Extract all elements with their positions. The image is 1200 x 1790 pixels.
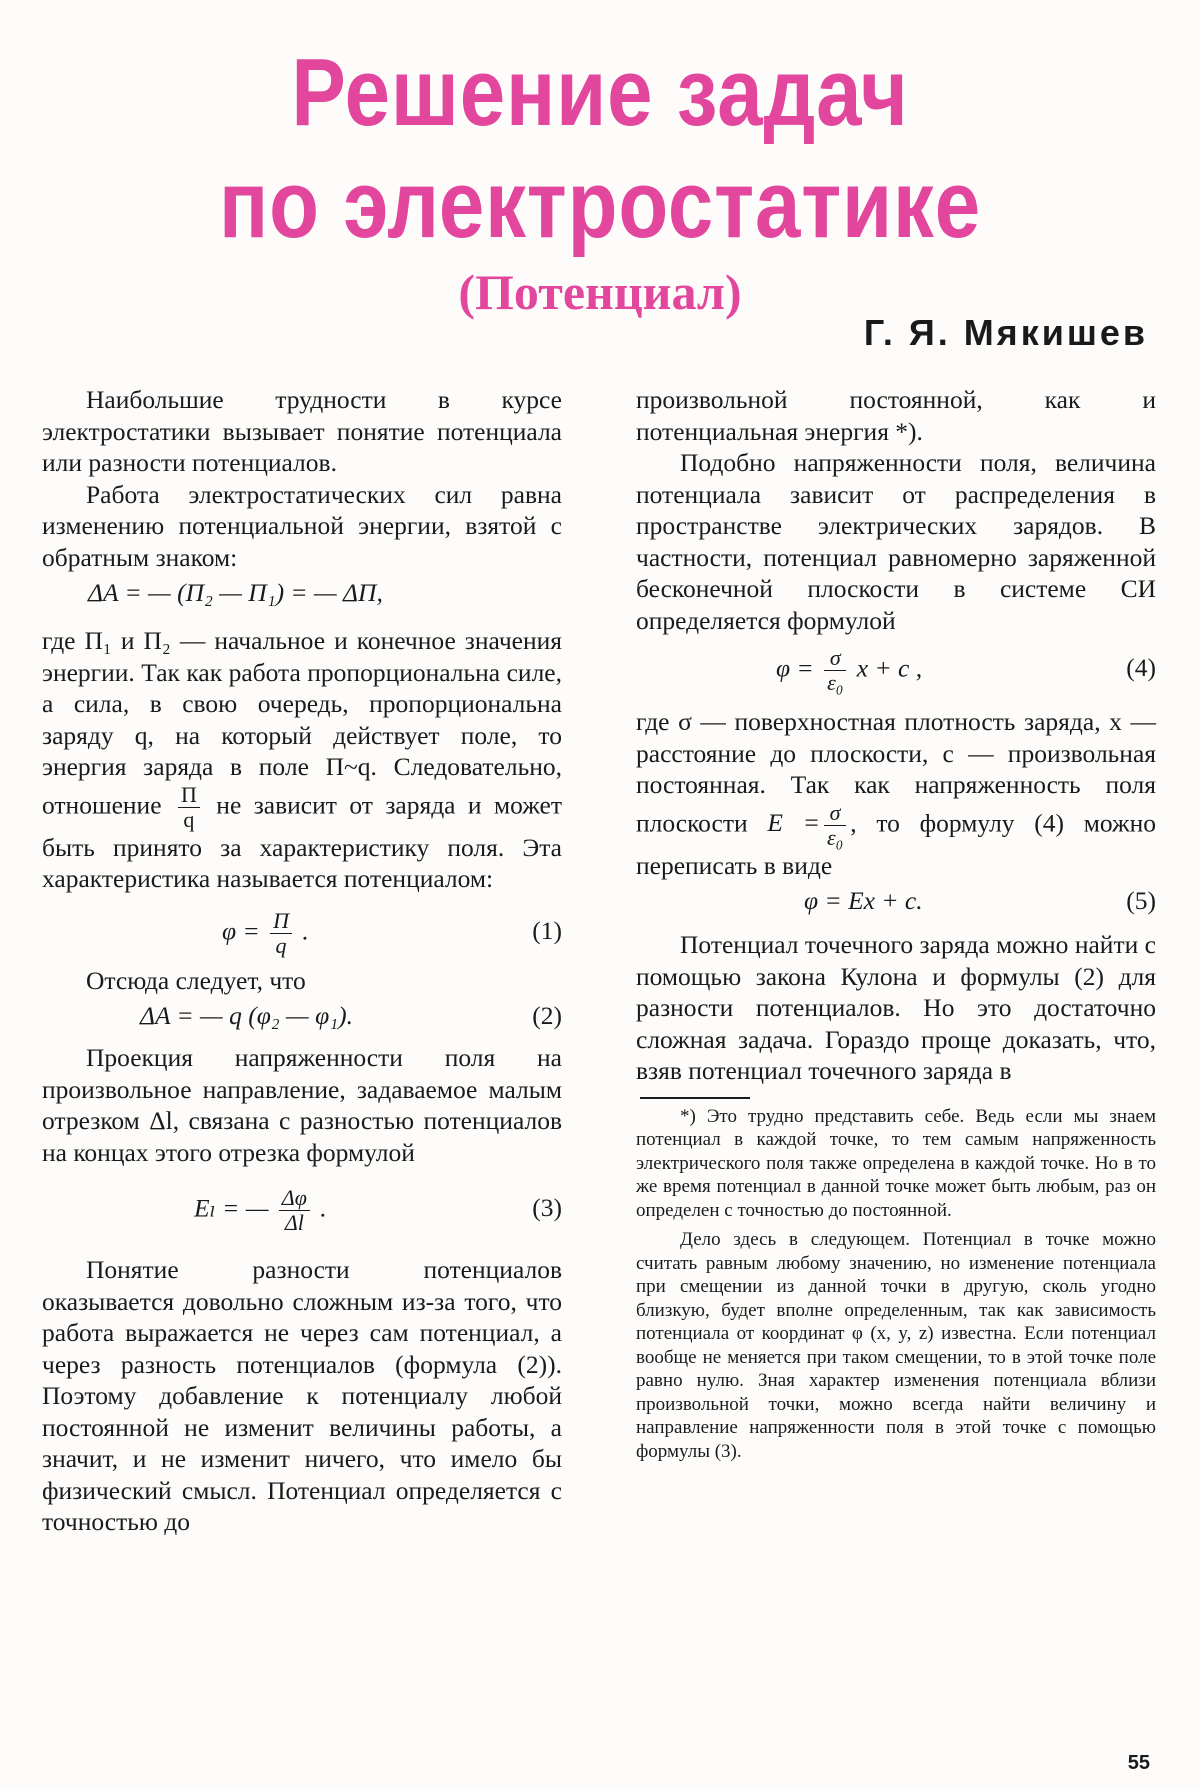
formula-lhs: E = bbox=[767, 807, 820, 837]
paragraph: Проекция напряженности поля на произвольное направление, задаваемое малым отрезком Δl, связана с разностью потенциалов на концах этого отрезка формулой bbox=[42, 1043, 562, 1167]
fraction-denominator: q bbox=[275, 932, 287, 958]
paragraph: Подобно напряженности поля, величина потенциала зависит от распределения в пространстве электрических зарядов. В частности, потенциал равномерно заряженной бесконечной плоскости в системе СИ определяется формулой bbox=[636, 448, 1156, 635]
inline-fraction bbox=[824, 801, 846, 850]
fraction-numerator: П bbox=[178, 783, 200, 808]
formula-lhs: φ = bbox=[776, 653, 814, 683]
fraction-denominator: q bbox=[183, 806, 195, 832]
formula-2 bbox=[42, 996, 562, 1036]
footnote-continued: Дело здесь в следующем. Потенциал в точке можно считать равным любому значению, но изменение потенциала при смещении из данной точки в другую, сколь угодно близкую, будет вполне определенным, так как зависимость потенциала от координат φ (x, y, z) известна. Если потенциал вообще не меняется при таком смещении, то в этой точке поле равно нулю. Зная характер изменения потенциала вблизи произвольной точки, можно всегда найти величину и направление напряженности поля в этой точке с помощью формулы (3). bbox=[636, 1229, 1156, 1462]
fraction-numerator: σ bbox=[824, 801, 846, 826]
title-line-1: Решение задач bbox=[291, 39, 909, 146]
inline-formula bbox=[767, 799, 850, 850]
formula-tail: x + c , bbox=[856, 653, 923, 683]
left-column bbox=[42, 384, 562, 1538]
fraction-denominator: ε₀ bbox=[827, 670, 844, 695]
paragraph: Наибольшие трудности в курсе электростатики вызывает понятие потенциала или разности потенциалов. bbox=[42, 385, 562, 477]
equation-number: (3) bbox=[532, 1193, 562, 1222]
formula-text: ΔA = — q (φ₂ — φ₁). bbox=[140, 1001, 353, 1030]
page-number: 55 bbox=[1127, 1752, 1150, 1774]
formula-text: φ = Ex + c. bbox=[804, 886, 923, 915]
fraction bbox=[824, 646, 846, 695]
formula-4 bbox=[636, 636, 1156, 706]
inline-fraction bbox=[178, 783, 200, 832]
paragraph-text: где σ — поверхностная плотность заряда, x — расстояние до плоскости, c — произвольная постоянная. Так как напряженность поля плоскости bbox=[636, 707, 1156, 837]
formula-body bbox=[776, 646, 922, 695]
formula-tail: . bbox=[302, 915, 309, 945]
paragraph-text: , то формулу (4) можно переписать в виде bbox=[636, 807, 1157, 880]
fraction-denominator: ε₀ bbox=[826, 824, 844, 850]
paragraph: Работа электростатических сил равна изменению потенциальной энергии, взятой с обратным знаком: bbox=[42, 479, 562, 572]
fraction-denominator: Δl bbox=[284, 1210, 304, 1235]
fraction bbox=[279, 1186, 310, 1235]
formula-lhs: φ = bbox=[222, 915, 260, 945]
formula-delta-a bbox=[42, 573, 562, 617]
footnote-divider bbox=[640, 1097, 750, 1099]
subtitle: (Потенциал) bbox=[458, 264, 742, 320]
fraction-numerator: σ bbox=[824, 646, 846, 671]
paragraph-text: где П₁ и П₂ — начальное и конечное значения энергии. Так как работа пропорциональна силе, а сила, в свою очередь, пропорциональна заряду q, на который действует поле, то энергия заряда в поле П~q. Следовательно, отношение bbox=[42, 626, 562, 819]
paragraph: Отсюда следует, что bbox=[86, 965, 306, 995]
equation-number: (1) bbox=[532, 915, 562, 945]
paragraph bbox=[636, 706, 1156, 881]
fraction-numerator: П bbox=[270, 909, 292, 934]
fraction bbox=[270, 909, 292, 958]
paragraph: Понятие разности потенциалов оказывается довольно сложным из-за того, что работа выражается не через сам потенциал, а через разность потенциалов (формула (2)). Поэтому добавление к потенциалу любой постоянной не изменит величины работы, а значит, и не изменит ничего, что имело бы физический смысл. Потенциал определяется с точностью до bbox=[42, 1255, 562, 1536]
formula-body bbox=[222, 909, 309, 958]
equation-number: (2) bbox=[532, 1001, 562, 1030]
formula-3 bbox=[42, 1172, 562, 1248]
author-name: Г. Я. Мякишев bbox=[863, 312, 1148, 353]
formula-lhs: Eₗ = — bbox=[194, 1193, 269, 1223]
paragraph-text: не зависит от заряда и может быть принято за характеристику поля. Эта характеристика называется потенциалом: bbox=[42, 789, 562, 893]
formula-1 bbox=[42, 901, 562, 965]
formula-5 bbox=[636, 881, 1156, 921]
fraction-numerator: Δφ bbox=[279, 1186, 310, 1211]
formula-tail: . bbox=[320, 1193, 327, 1223]
paragraph: Потенциал точечного заряда можно найти с помощью закона Кулона и формулы (2) для разности потенциалов. Но это достаточно сложная задача. Гораздо проще доказать, что, взяв потенциал точечного заряда в bbox=[636, 930, 1156, 1085]
formula-body bbox=[194, 1186, 327, 1235]
formula-text: ΔA = — (П₂ — П₁) = — ΔП, bbox=[88, 578, 383, 607]
equation-number: (4) bbox=[1126, 653, 1156, 682]
paragraph: произвольной постоянной, как и потенциальная энергия *). bbox=[636, 385, 1156, 446]
right-column bbox=[636, 384, 1156, 1463]
footnote: *) Это трудно представить себе. Ведь если мы знаем потенциал в каждой точке, то тем самым напряженность электрического поля также определена в каждой точке. Но в то же время потенциал в данной точке может быть любым, раз он определен с точностью до постоянной. bbox=[636, 1105, 1156, 1221]
title-line-2: по электростатике bbox=[219, 151, 981, 258]
paragraph bbox=[42, 625, 562, 895]
equation-number: (5) bbox=[1126, 886, 1156, 915]
